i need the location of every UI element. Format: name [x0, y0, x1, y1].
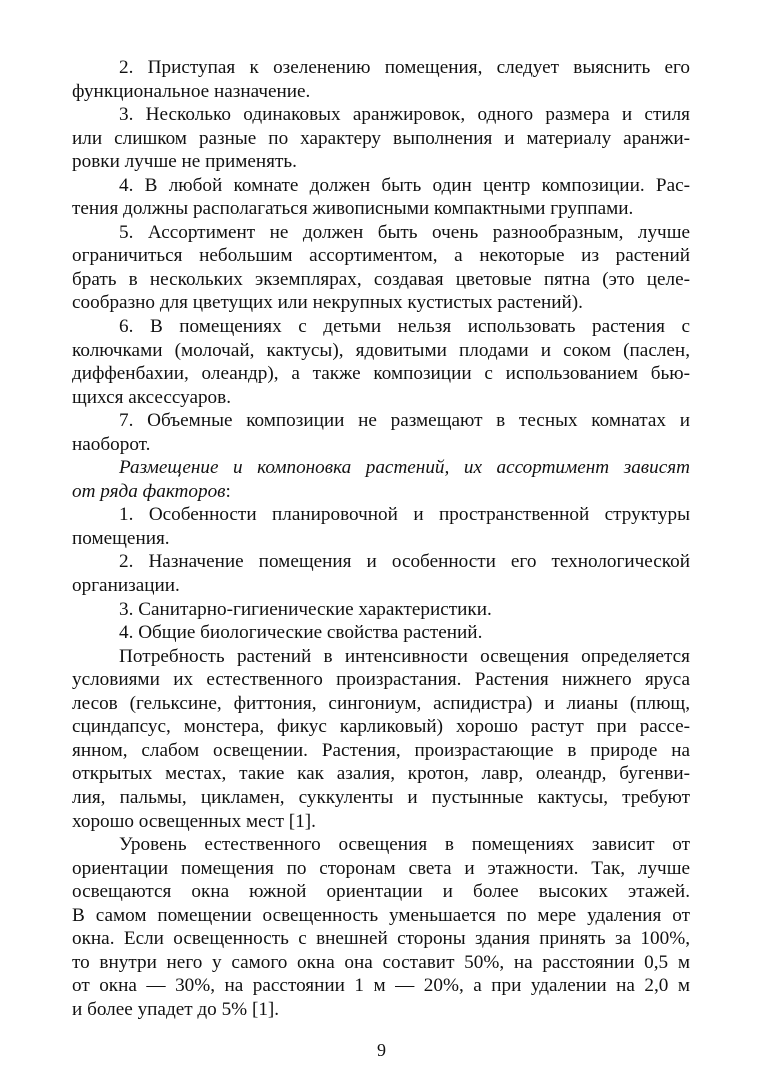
text-line: В самом помещении освещенность уменьшается по мере удаления от [72, 904, 690, 926]
paragraph [72, 315, 690, 409]
text-line: или слишком разные по характеру выполнения и материалу аранжи- [72, 127, 690, 149]
text-line: тения должны располагаться живописными компактными группами. [72, 198, 634, 220]
text-line: янном, слабом освещении. Растения, произрастающие в природе на [72, 739, 690, 761]
text-line: 3. Несколько одинаковых аранжировок, одного размера и стиля [119, 104, 690, 126]
text-line: сциндапсус, монстера, фикус карликовый) хорошо растут при рассе- [72, 716, 690, 738]
italic-text: от ряда факторов [72, 480, 226, 502]
text-line: сообразно для цветущих или некрупных кустистых растений). [72, 292, 583, 314]
text-line [72, 480, 690, 504]
text-line: 5. Ассортимент не должен быть очень разнообразным, лучше [119, 221, 690, 243]
italic-text: Размещение и компоновка растений, их ассортимент зависят [119, 457, 690, 479]
text-line: помещения. [72, 527, 170, 549]
text-line: диффенбахии, олеандр), а также композиции с использованием бью- [72, 363, 690, 385]
text-line: брать в нескольких экземплярах, создавая цветовые пятна (это целе- [72, 268, 690, 290]
text-line: 2. Назначение помещения и особенности его технологической [119, 551, 690, 573]
paragraph [72, 598, 690, 622]
paragraph [72, 621, 690, 645]
text-line: 6. В помещениях с детьми нельзя использовать растения с [119, 316, 690, 338]
text-line: от окна — 30%, на расстоянии 1 м — 20%, а при удалении на 2,0 м [72, 975, 690, 997]
text-line: функциональное назначение. [72, 80, 311, 102]
text-line: наоборот. [72, 433, 151, 455]
paragraph [72, 550, 690, 597]
text-line: условиями их естественного произрастания. Растения нижнего яруса [72, 669, 690, 691]
text-line: окна. Если освещенность с внешней стороны здания принять за 100%, [72, 928, 690, 950]
text-line: ориентации помещения по сторонам света и этажности. Так, лучше [72, 857, 690, 879]
text-line: и более упадет до 5% [1]. [72, 998, 280, 1020]
paragraph [72, 56, 690, 103]
text-line: лия, пальмы, цикламен, суккуленты и пустынные кактусы, требуют [72, 786, 690, 808]
paragraph [72, 503, 690, 550]
paragraph [72, 174, 690, 221]
text-line: щихся аксессуаров. [72, 386, 232, 408]
text-line: открытых местах, такие как азалия, кротон, лавр, олеандр, бугенви- [72, 763, 690, 785]
text-line: Уровень естественного освещения в помещениях зависит от [119, 834, 690, 856]
paragraph [72, 456, 690, 503]
paragraph [72, 221, 690, 315]
text-line: ограничиться небольшим ассортиментом, а некоторые из растений [72, 245, 690, 267]
text-line: колючками (молочай, кактусы), ядовитыми плодами и соком (паслен, [72, 339, 690, 361]
text-line: организации. [72, 575, 180, 597]
text-line: 7. Объемные композиции не размещают в тесных комнатах и [119, 410, 690, 432]
paragraph [72, 409, 690, 456]
text-line: освещаются окна южной ориентации и более высоких этажей. [72, 881, 690, 903]
paragraph [72, 833, 690, 1021]
page-number: 9 [377, 1040, 386, 1060]
page-body-text [72, 56, 690, 1021]
text-line: ровки лучше не применять. [72, 151, 297, 173]
text-span: : [225, 480, 231, 502]
text-line: 1. Особенности планировочной и пространственной структуры [119, 504, 690, 526]
text-line: хорошо освещенных мест [1]. [72, 810, 316, 832]
text-line: 4. Общие биологические свойства растений. [119, 622, 483, 644]
text-line: 2. Приступая к озеленению помещения, следует выяснить его [119, 57, 690, 78]
text-line: 3. Санитарно-гигиенические характеристики. [119, 598, 492, 620]
text-line [72, 456, 690, 480]
text-line: 4. В любой комнате должен быть один центр композиции. Рас- [119, 174, 690, 196]
text-line: Потребность растений в интенсивности освещения определяется [119, 645, 690, 667]
paragraph [72, 103, 690, 174]
text-line: то внутри него у самого окна она составит 50%, на расстоянии 0,5 м [72, 951, 690, 973]
text-line: лесов (гельксине, фиттония, сингониум, аспидистра) и лианы (плющ, [72, 692, 690, 714]
paragraph [72, 645, 690, 833]
